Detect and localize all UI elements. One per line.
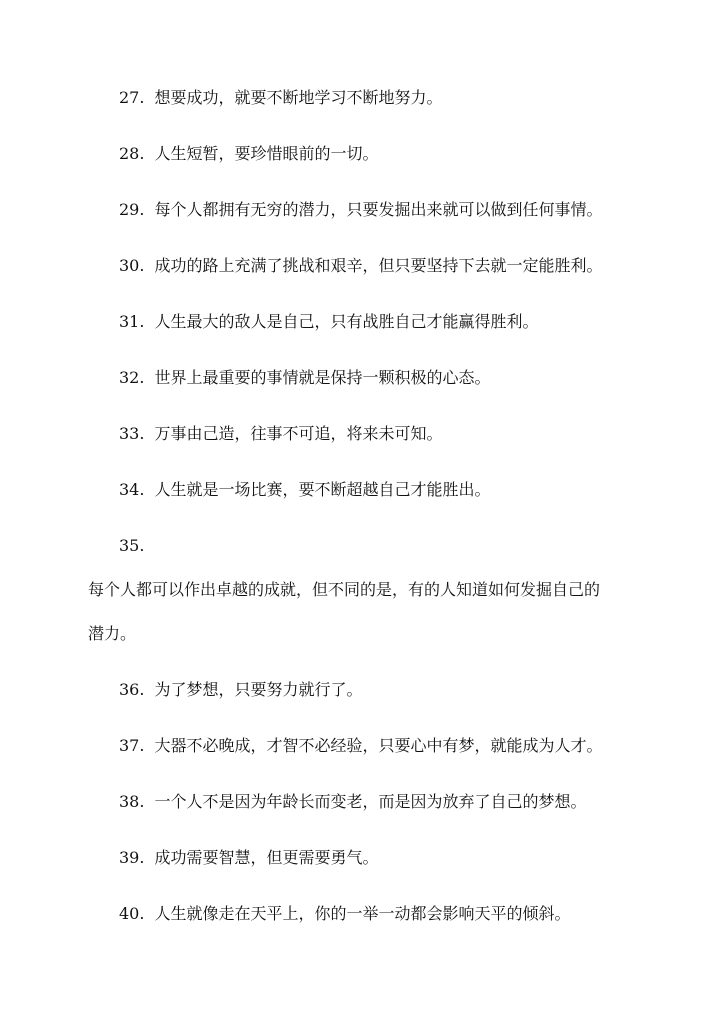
item-number: 39. [119, 848, 145, 867]
item-text: 人生短暂，要珍惜眼前的一切。 [154, 144, 379, 163]
list-item [119, 792, 586, 812]
item-number: 33. [119, 424, 145, 443]
item-number: 34. [119, 480, 145, 499]
list-item [119, 424, 442, 444]
item-text: 每个人都可以作出卓越的成就，但不同的是，有的人知道如何发掘自己的 [88, 580, 601, 599]
item-text: 成功的路上充满了挑战和艰辛，但只要坚持下去就一定能胜利。 [154, 256, 603, 275]
list-item [119, 88, 442, 108]
item-text: 一个人不是因为年龄长而变老，而是因为放弃了自己的梦想。 [154, 792, 587, 811]
item-text: 想要成功，就要不断地学习不断地努力。 [154, 88, 443, 107]
list-item [119, 736, 602, 756]
item-text: 人生就是一场比赛，要不断超越自己才能胜出。 [154, 480, 491, 499]
list-item [119, 480, 490, 500]
list-item-text-line [88, 580, 600, 600]
list-item [119, 680, 362, 700]
list-item [119, 312, 538, 332]
list-item-text-line [88, 624, 136, 644]
item-number: 40. [119, 904, 145, 923]
item-text: 每个人都拥有无穷的潜力，只要发掘出来就可以做到任何事情。 [154, 200, 603, 219]
item-number: 32. [119, 368, 145, 387]
item-number: 38. [119, 792, 145, 811]
list-item [119, 144, 378, 164]
item-text: 人生最大的敌人是自己，只有战胜自己才能赢得胜利。 [154, 312, 539, 331]
list-item [119, 904, 570, 924]
item-number: 31. [119, 312, 145, 331]
item-text: 潜力。 [88, 624, 137, 643]
item-number: 35. [119, 536, 145, 555]
list-item [119, 848, 378, 868]
item-number: 28. [119, 144, 145, 163]
item-number: 27. [119, 88, 145, 107]
list-item [119, 368, 490, 388]
item-text: 大器不必晚成，才智不必经验，只要心中有梦，就能成为人才。 [154, 736, 603, 755]
item-text: 世界上最重要的事情就是保持一颗积极的心态。 [154, 368, 491, 387]
item-number: 30. [119, 256, 145, 275]
item-number: 37. [119, 736, 145, 755]
item-number: 29. [119, 200, 145, 219]
list-item [119, 256, 602, 276]
list-item-number-only [119, 536, 154, 556]
item-text: 为了梦想，只要努力就行了。 [154, 680, 363, 699]
item-text: 万事由己造，往事不可追，将来未可知。 [154, 424, 443, 443]
list-item [119, 200, 602, 220]
item-number: 36. [119, 680, 145, 699]
item-text: 人生就像走在天平上，你的一举一动都会影响天平的倾斜。 [154, 904, 571, 923]
item-text: 成功需要智慧，但更需要勇气。 [154, 848, 379, 867]
